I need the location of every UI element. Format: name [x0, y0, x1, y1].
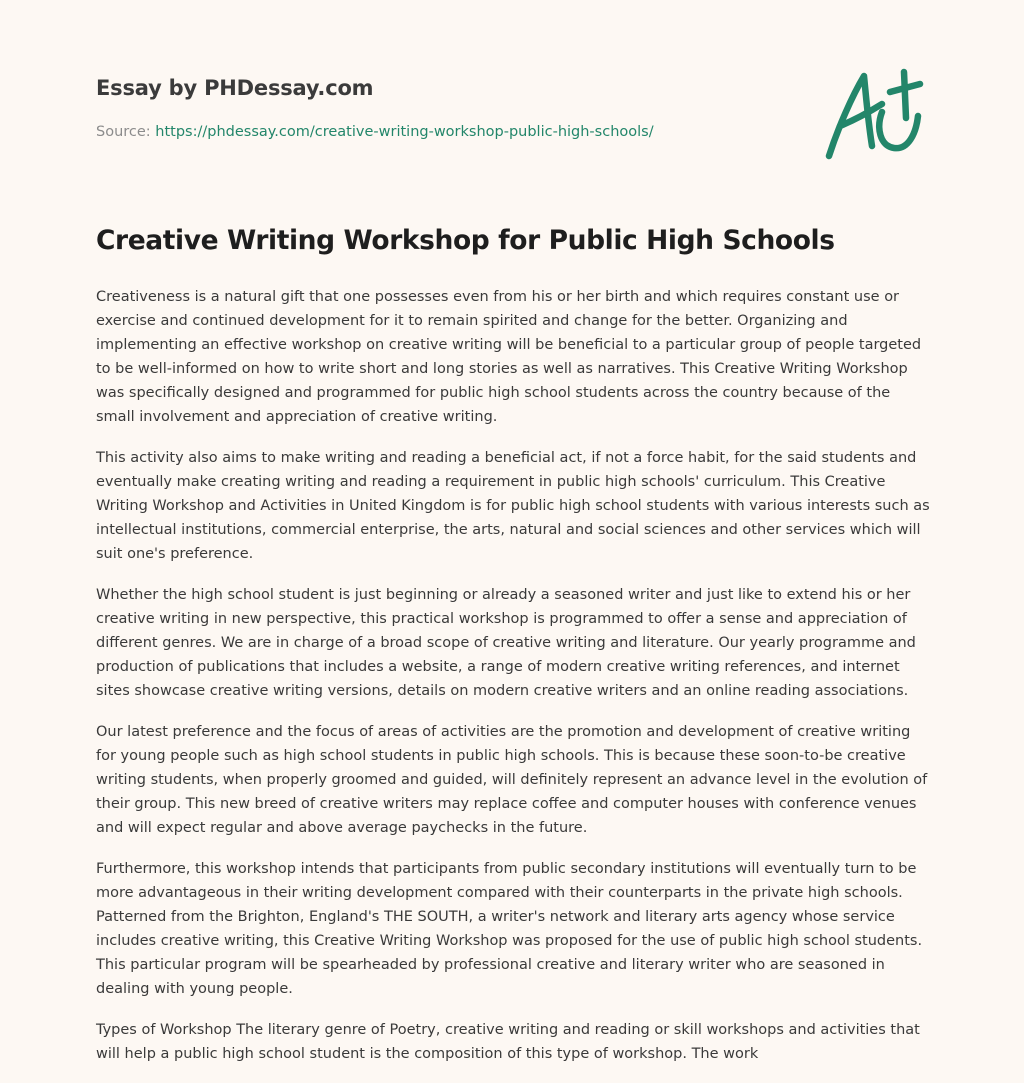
paragraph: Types of Workshop The literary genre of Poetry, creative writing and reading or skill workshops and activities that will help a public high school student is the composition of this type of workshop. The work — [96, 1022, 920, 1062]
essay-header — [96, 76, 696, 140]
source-line — [96, 124, 696, 140]
source-link[interactable]: https://phdessay.com/creative-writing-workshop-public-high-schools/ — [155, 124, 654, 140]
paragraph: This activity also aims to make writing and reading a beneficial act, if not a force habit, for the said students and eventually make creating writing and reading a requirement in public high schools' curriculum. This Creative Writing Workshop and Activities in United Kingdom is for public high school students with various interests such as intellectual institutions, commercial enterprise, the arts, natural and social sciences and other services which will suit one's preference. — [96, 450, 930, 562]
paragraph: Whether the high school student is just beginning or already a seasoned writer and just like to extend his or her creative writing in new perspective, this practical workshop is programmed to offer a sense and appreciation of different genres. We are in charge of a broad scope of creative writing and literature. Our yearly programme and production of publications that includes a website, a range of modern creative writing references, and internet sites showcase creative writing versions, details on modern creative writers and an online reading associations. — [96, 587, 916, 699]
source-label: Source: — [96, 124, 151, 140]
essay-title: Creative Writing Workshop for Public High Schools — [96, 225, 835, 256]
paragraph: Our latest preference and the focus of areas of activities are the promotion and development of creative writing for young people such as high school students in public high schools. This is because these soon-to-be creative writing students, when properly groomed and guided, will definitely represent an advance level in the evolution of their group. This new breed of creative writers may replace coffee and computer houses with conference venues and will expect regular and above average paychecks in the future. — [96, 724, 928, 836]
paragraph: Furthermore, this workshop intends that participants from public secondary institutions will eventually turn to be more advantageous in their writing development compared with their counterparts in the private high schools. Patterned from the Brighton, England's THE SOUTH, a writer's network and literary arts agency whose service includes creative writing, this Creative Writing Workshop was proposed for the use of public high school students. This particular program will be spearheaded by professional creative and literary writer who are seasoned in dealing with young people. — [96, 861, 923, 997]
paragraph: Creativeness is a natural gift that one possesses even from his or her birth and which requires constant use or exercise and continued development for it to remain spirited and change for the better. Organizing and implementing an effective workshop on creative writing will be beneficial to a particular group of people targeted to be well-informed on how to write short and long stories as well as narratives. This Creative Writing Workshop was specifically designed and programmed for public high school students across the country because of the small involvement and appreciation of creative writing. — [96, 289, 922, 425]
essay-body — [96, 285, 932, 1083]
site-brand: Essay by PHDessay.com — [96, 76, 374, 100]
a-plus-logo-icon — [820, 66, 930, 166]
